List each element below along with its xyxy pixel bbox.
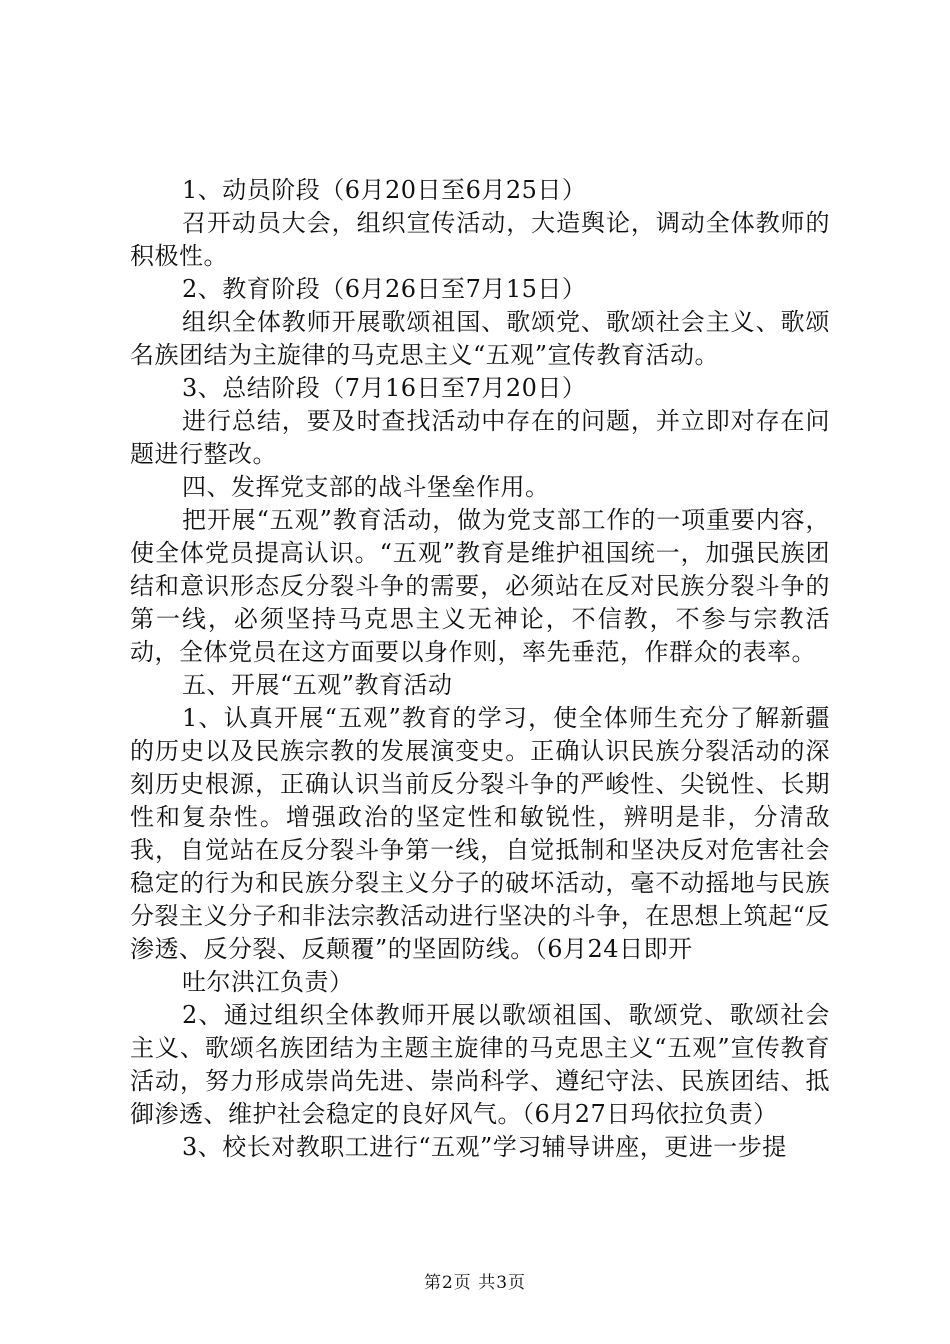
paragraph-activity-1: 1、认真开展“五观”教育的学习，使全体师生充分了解新疆的历史以及民族宗教的发展演变史。正确认识民族分裂活动的深刻历史根源，正确认识当前反分裂斗争的严峻性、尖锐性、长期性和复杂性。增强政治的坚定性和敏锐性，辨明是非，分清敌我，自觉站在反分裂斗争第一线，自觉抵制和坚决反对危害社会稳定的行为和民族分裂主义分子的破坏活动，毫不动摇地与民族分裂主义分子和非法宗教活动进行坚决的斗争，在思想上筑起“反渗透、反分裂、反颠覆”的坚固防线。（6月24日即开 — [130, 704, 830, 963]
paragraph-stage-summary: 3、总结阶段（7月16日至7月20日） — [182, 374, 587, 402]
document-body — [130, 174, 830, 1164]
section-heading-activities: 五、开展“五观”教育活动 — [182, 671, 453, 699]
paragraph-activity-2: 2、通过组织全体教师开展以歌颂祖国、歌颂党、歌颂社会主义、歌颂名族团结为主题主旋律的马克思主义“五观”宣传教育活动，努力形成崇尚先进、崇尚科学、遵纪守法、民族团结、抵御渗透、维护社会稳定的良好风气。（6月27日玛依拉负责） — [130, 1001, 830, 1128]
paragraph-mobilization-content: 召开动员大会，组织宣传活动，大造舆论，调动全体教师的积极性。 — [130, 209, 830, 270]
paragraph-party-branch-content: 把开展“五观”教育活动，做为党支部工作的一项重要内容，使全体党员提高认识。“五观”教育是维护祖国统一，加强民族团结和意识形态反分裂斗争的需要，必须站在反对民族分裂斗争的第一线，必须坚持马克思主义无神论，不信教，不参与宗教活动，全体党员在这方面要以身作则，率先垂范，作群众的表率。 — [130, 506, 830, 666]
paragraph-activity-3: 3、校长对教职工进行“五观”学习辅导讲座，更进一步提 — [182, 1133, 787, 1161]
paragraph-stage-mobilization: 1、动员阶段（6月20日至6月25日） — [182, 176, 587, 204]
section-heading-party-branch: 四、发挥党支部的战斗堡垒作用。 — [182, 473, 550, 501]
paragraph-summary-content: 进行总结，要及时查找活动中存在的问题，并立即对存在问题进行整改。 — [130, 407, 830, 468]
paragraph-stage-education: 2、教育阶段（6月26日至7月15日） — [182, 275, 587, 303]
paragraph-education-content: 组织全体教师开展歌颂祖国、歌颂党、歌颂社会主义、歌颂名族团结为主旋律的马克思主义“五观”宣传教育活动。 — [130, 308, 830, 369]
paragraph-activity-1-owner: 吐尔洪江负责） — [182, 968, 354, 996]
page-number-footer: 第2页 共3页 — [423, 1273, 527, 1293]
